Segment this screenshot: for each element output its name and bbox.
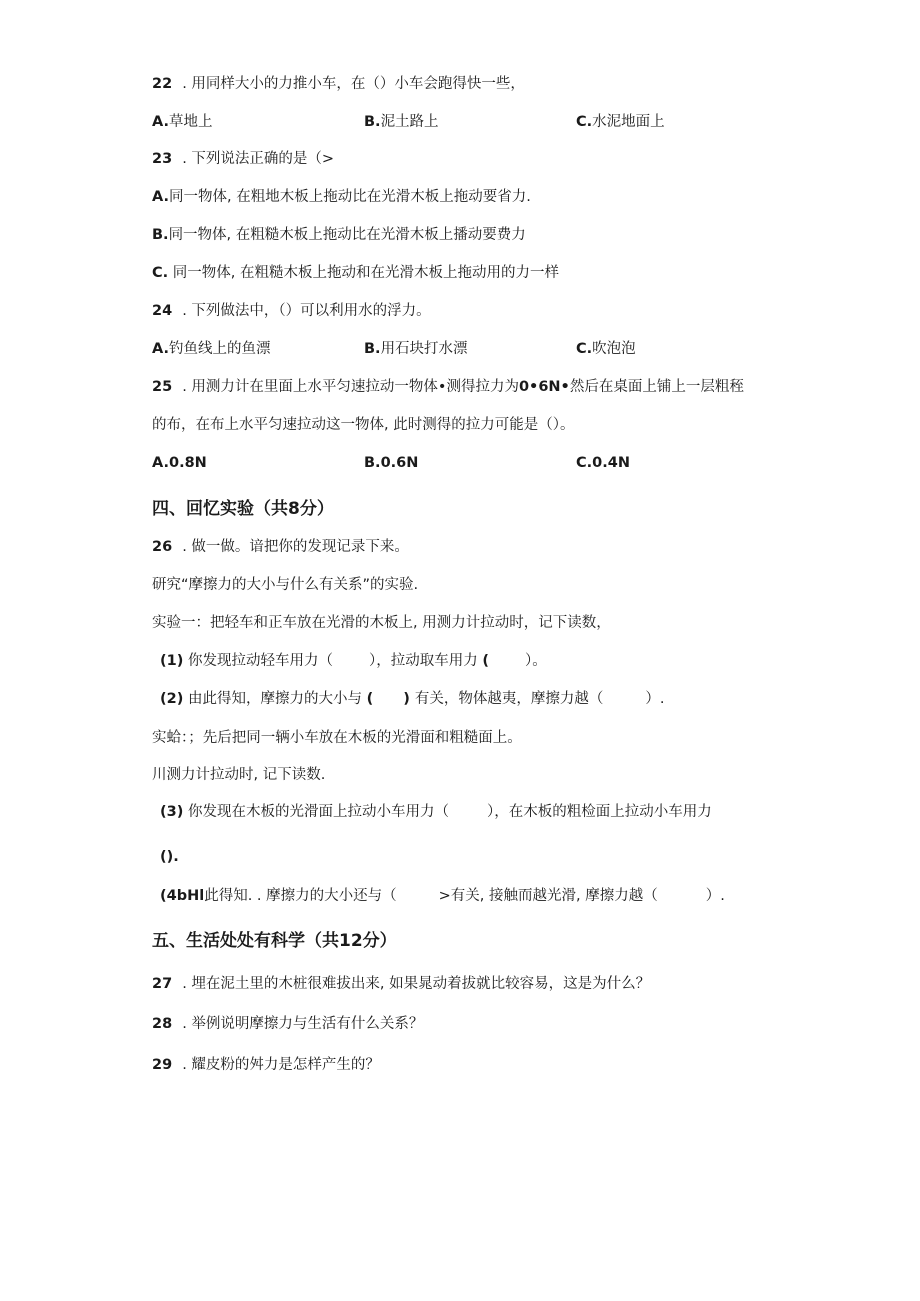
- question-text: . 举例说明摩擦力与生活有什么关系？: [182, 1016, 424, 1032]
- experiment-two-continued: 川测力计拉动时, 记下读数.: [152, 767, 326, 783]
- section-heading-4: 四、回忆实验（共8分）: [152, 499, 334, 519]
- question-25: 25 . 用测力计在里面上水平匀速拉动一物体•测得拉力为0•6N•然后在桌面上铺上一层粗秷: [152, 379, 744, 395]
- question-text: . 耀皮粉的舛力是怎样产生的？: [182, 1057, 380, 1073]
- question-text: . 下列说法正确的是（>: [182, 151, 335, 167]
- sub-question-4: (4bHl此得知. . 摩擦力的大小还与（ >有关, 接触而越光滑, 摩擦力越（ ）.: [160, 888, 725, 904]
- experiment-two: 实蛤：；先后把同一辆小车放在木板的光滑面和粗糙面上。: [152, 730, 522, 746]
- option-b[interactable]: B.泥土路上: [364, 114, 439, 130]
- question-number: 22: [152, 76, 173, 92]
- experiment-intro: 研究“摩擦力的大小与什么有关系”的实验.: [152, 577, 419, 593]
- question-28: [152, 1014, 423, 1034]
- experiment-one: 实验一：把轻车和正车放在光滑的木板上, 用测力计拉动时，记下读数，: [152, 615, 611, 631]
- question-number: 23: [152, 151, 173, 167]
- option-c[interactable]: C. 同一物体, 在粗糙木板上拖动和在光滑木板上拖动用的力一样: [152, 265, 559, 281]
- option-a[interactable]: A.草地上: [152, 114, 213, 130]
- question-text: . 下列做法中，（）可以利用水的浮力。: [182, 303, 431, 319]
- option-b[interactable]: B.同一物体, 在粗糙木板上拖动比在光滑木板上播动要费力: [152, 227, 526, 243]
- question-number: 29: [152, 1057, 173, 1073]
- sub-question-1: (1) 你发现拉动轻车用力（ ），拉动取车用力 ( ）。: [160, 653, 547, 669]
- option-c[interactable]: C.吹泡泡: [576, 341, 636, 357]
- sub-question-2: (2) 由此得知，摩擦力的大小与 ( ) 有关，物体越夷，摩擦力越（ ）.: [160, 691, 665, 707]
- option-b[interactable]: B.用石块打水漂: [364, 341, 468, 357]
- question-text: . 用同样大小的力推小车，在（）小车会跑得快一些，: [182, 76, 525, 92]
- question-24: [152, 301, 431, 321]
- sub-question-3: (3) 你发现在木板的光滑面上拉动小车用力（ ），在木板的粗检面上拉动小车用力: [160, 804, 712, 820]
- question-number: 24: [152, 303, 173, 319]
- option-c[interactable]: C.0.4N: [576, 455, 630, 471]
- sub-question-3-blank[interactable]: ().: [160, 849, 179, 865]
- question-text: . 埋在泥土里的木桩很难拔出来, 如果晁动着拔就比较容易，这是为什么？: [182, 976, 651, 992]
- question-number: 27: [152, 976, 173, 992]
- question-number: 26: [152, 539, 173, 555]
- option-c[interactable]: C.水泥地面上: [576, 114, 665, 130]
- question-26: [152, 537, 409, 557]
- option-b[interactable]: B.0.6N: [364, 455, 419, 471]
- question-25-continued: 的布，在布上水平匀速拉动这一物体, 此时测得的拉力可能是（）。: [152, 417, 575, 433]
- question-number: 28: [152, 1016, 173, 1032]
- section-heading-5: 五、生活处处有科学（共12分）: [152, 931, 397, 951]
- question-number: 25: [152, 379, 173, 395]
- question-27: [152, 974, 650, 994]
- question-text: . 做一做。谙把你的发现记录下来。: [182, 539, 409, 555]
- option-a[interactable]: A.0.8N: [152, 455, 207, 471]
- question-22: [152, 74, 525, 94]
- option-a[interactable]: A.钓鱼线上的鱼漂: [152, 341, 271, 357]
- question-29: [152, 1055, 380, 1075]
- question-23: [152, 149, 334, 169]
- option-a[interactable]: A.同一物体, 在粗地木板上拖动比在光滑木板上拖动要省力.: [152, 189, 531, 205]
